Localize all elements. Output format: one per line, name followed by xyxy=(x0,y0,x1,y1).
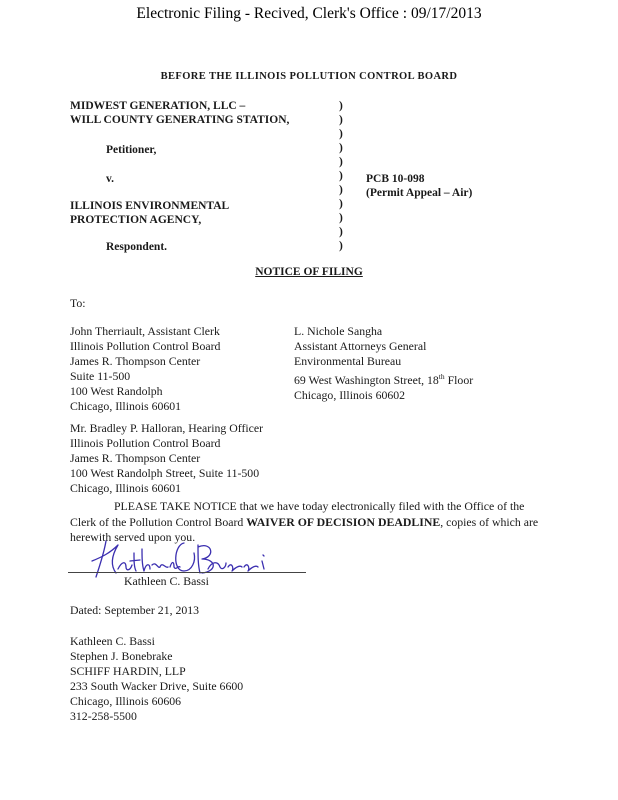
address-line: Suite 11-500 xyxy=(70,369,131,383)
petitioner-role: Petitioner, xyxy=(106,144,157,156)
notice-title: NOTICE OF FILING xyxy=(255,266,363,278)
address-line: Mr. Bradley P. Halloran, Hearing Officer xyxy=(70,421,264,435)
street-text: 69 West Washington Street, 18 xyxy=(294,372,439,387)
case-number-block xyxy=(366,172,472,200)
address-line: James R. Thompson Center xyxy=(70,354,201,368)
to-label: To: xyxy=(70,296,86,310)
recipient-clerk xyxy=(70,324,220,414)
paragraph-text-1: PLEASE TAKE NOTICE that we have today electronically filed with the Office of the Clerk of the Pollution Control Board xyxy=(70,499,525,529)
signature-block-line: SCHIFF HARDIN, LLP xyxy=(70,664,186,678)
paren: ) xyxy=(339,212,343,224)
paren: ) xyxy=(339,156,343,168)
signature-line xyxy=(68,572,306,573)
signature-block-line: Kathleen C. Bassi xyxy=(70,634,155,648)
petitioner-name-line-1: MIDWEST GENERATION, LLC – xyxy=(70,100,246,112)
paren: ) xyxy=(339,240,343,252)
signature-block-line: Chicago, Illinois 60606 xyxy=(70,694,182,708)
address-line: 100 West Randolph Street, Suite 11-500 xyxy=(70,466,260,480)
document-title: WAIVER OF DECISION DEADLINE xyxy=(246,514,441,529)
caption-paren-column xyxy=(339,99,343,253)
floor-text: Floor xyxy=(444,372,474,387)
address-line: Illinois Pollution Control Board xyxy=(70,339,221,353)
address-line-street xyxy=(294,369,473,388)
address-line: L. Nichole Sangha xyxy=(294,324,383,338)
address-line: James R. Thompson Center xyxy=(70,451,201,465)
case-number: PCB 10-098 xyxy=(366,173,425,185)
recipient-attorney-general xyxy=(294,324,473,403)
respondent-name xyxy=(70,199,229,227)
respondent-name-line-1: ILLINOIS ENVIRONMENTAL xyxy=(70,200,230,212)
paren: ) xyxy=(339,170,343,182)
address-line: Illinois Pollution Control Board xyxy=(70,436,221,450)
dated-line: Dated: September 21, 2013 xyxy=(70,603,200,617)
case-type: (Permit Appeal – Air) xyxy=(366,187,473,199)
respondent-role: Respondent. xyxy=(106,241,168,253)
address-line: John Therriault, Assistant Clerk xyxy=(70,324,220,338)
signature-block-line: 233 South Wacker Drive, Suite 6600 xyxy=(70,679,244,693)
paren: ) xyxy=(339,100,343,112)
board-title: BEFORE THE ILLINOIS POLLUTION CONTROL BOARD xyxy=(160,71,458,82)
petitioner-name-line-2: WILL COUNTY GENERATING STATION, xyxy=(70,114,290,126)
address-line: Chicago, Illinois 60602 xyxy=(294,387,406,402)
petitioner-name xyxy=(70,99,289,127)
paren: ) xyxy=(339,226,343,238)
ordinal-suffix: th xyxy=(438,372,445,381)
paren: ) xyxy=(339,114,343,126)
paragraph-text-2: , copies of which are herewith served upon you. xyxy=(70,514,539,544)
paren: ) xyxy=(339,198,343,210)
address-line: Chicago, Illinois 60601 xyxy=(70,481,182,495)
address-line: Chicago, Illinois 60601 xyxy=(70,399,182,413)
paren: ) xyxy=(339,184,343,196)
signature-block-line: Stephen J. Bonebrake xyxy=(70,649,173,663)
signer-printed-name: Kathleen C. Bassi xyxy=(124,574,209,588)
signature-block-line: 312-258-5500 xyxy=(70,709,137,723)
filing-stamp: Electronic Filing - Recived, Clerk's Office : 09/17/2013 xyxy=(136,5,482,22)
address-line: Assistant Attorneys General xyxy=(294,339,427,353)
address-line: 100 West Randolph xyxy=(70,384,163,398)
versus-label: v. xyxy=(106,173,114,185)
respondent-name-line-2: PROTECTION AGENCY, xyxy=(70,214,202,226)
paren: ) xyxy=(339,142,343,154)
recipient-hearing-officer xyxy=(70,421,263,496)
paren: ) xyxy=(339,128,343,140)
address-line: Environmental Bureau xyxy=(294,354,402,368)
signature-block xyxy=(70,634,243,724)
